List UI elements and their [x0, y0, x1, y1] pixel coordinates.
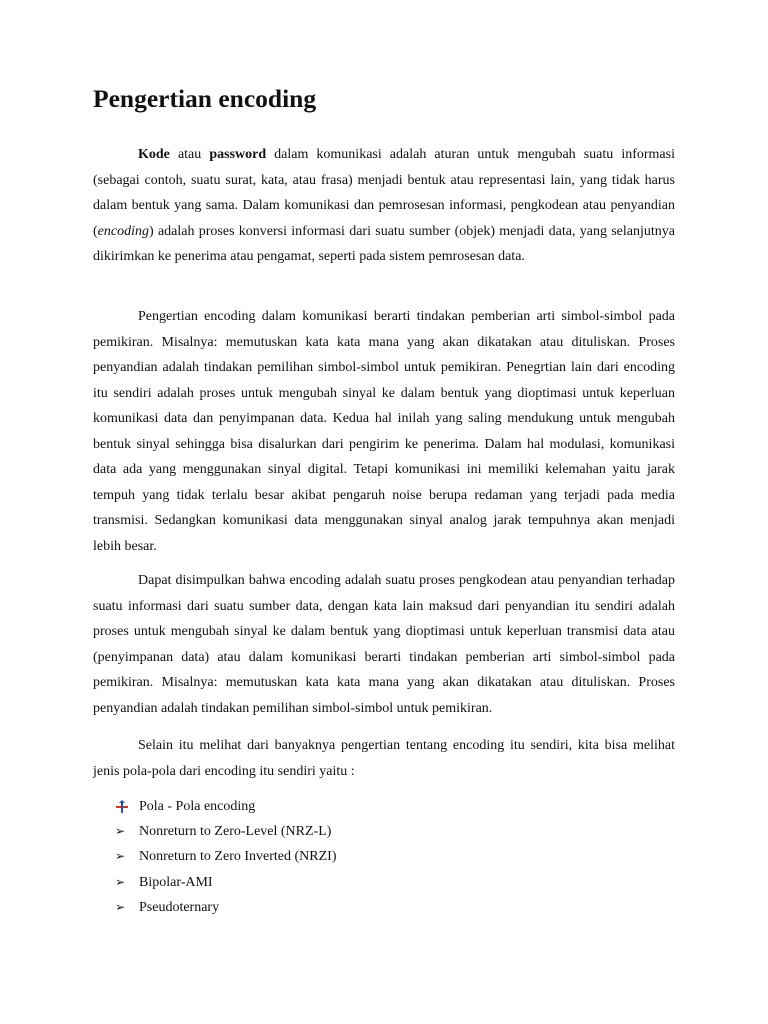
paragraph-1 [93, 142, 675, 270]
paragraph-2: Pengertian encoding dalam komunikasi berarti tindakan pemberian arti simbol-simbol pada pemikiran. Misalnya: memutuskan kata kata mana yang akan dikatakan atau dituliskan. Proses penyandian adalah tindakan pemilihan simbol-simbol untuk pemikiran. Penegrtian lain dari encoding itu sendiri adalah proses untuk mengubah sinyal ke dalam bentuk yang dioptimasi untuk keperluan komunikasi data dan penyimpanan data. Kedua hal inilah yang saling mendukung untuk mengubah bentuk sinyal sehingga bisa disalurkan dari pengirim ke penerima. Dalam hal modulasi, komunikasi data ada yang menggunakan sinyal digital. Tetapi komunikasi ini memiliki kelemahan yaitu jarak tempuh yang tidak terlalu besar akibat pengaruh noise berupa redaman yang terjadi pada media transmisi. Sedangkan komunikasi data menggunakan sinyal analog jarak tempuhnya akan menjadi lebih besar. [93, 309, 675, 554]
arrow-bullet-icon: ➢ [115, 824, 126, 839]
list-heading [115, 794, 336, 819]
list-item [115, 844, 336, 869]
list-item [115, 895, 336, 920]
arrow-bullet-icon: ➢ [115, 849, 126, 864]
encoding-pattern-list [115, 794, 336, 920]
paragraph-4: Selain itu melihat dari banyaknya pengertian tentang encoding itu sendiri, kita bisa melihat jenis pola-pola dari encoding itu sendiri yaitu : [93, 738, 675, 779]
paragraph-1-text-a: dalam komunikasi adalah aturan untuk mengubah suatu informasi (sebagai contoh, suatu surat, kata, atau frasa) menjadi bentuk atau representasi lain, yang tidak harus dalam bentuk yang sama. Dalam komunikasi dan pemrosesan informasi, pengkodean atau penyandian ( [93, 147, 675, 239]
arrow-bullet-icon: ➢ [115, 874, 126, 889]
list-item-label: Nonreturn to Zero-Level (NRZ-L) [139, 824, 332, 840]
paragraph-3: Dapat disimpulkan bahwa encoding adalah suatu proses pengkodean atau penyandian terhadap suatu informasi dari suatu sumber data, dengan kata lain maksud dari penyandian itu sendiri adalah proses untuk mengubah sinyal ke dalam bentuk yang dioptimasi untuk keperluan transmisi data atau (penyimpanan data) atau dalam komunikasi berarti tindakan pemberian arti simbol-simbol pada pemikiran. Misalnya: memutuskan kata kata mana yang akan dikatakan atau dituliskan. Proses penyandian adalah tindakan pemilihan simbol-simbol untuk pemikiran. [93, 573, 675, 716]
text-atau: atau [169, 147, 210, 162]
term-password: password [209, 147, 267, 162]
list-item [115, 870, 336, 895]
list-item-label: Pseudoternary [139, 899, 220, 915]
arrow-bullet-icon: ➢ [115, 899, 126, 914]
term-encoding: encoding [97, 223, 149, 239]
list-item-label: Nonreturn to Zero Inverted (NRZI) [139, 849, 337, 865]
four-way-arrow-icon [115, 800, 129, 814]
list-heading-label: Pola - Pola encoding [139, 799, 256, 814]
term-kode: Kode [138, 147, 170, 162]
page-title: Pengertian encoding [93, 84, 317, 113]
list-item [115, 819, 336, 844]
list-item-label: Bipolar-AMI [139, 874, 213, 890]
paragraph-1-text-b: ) adalah proses konversi informasi dari suatu sumber (objek) menjadi data, yang selanjutnya dikirimkan ke penerima atau pengamat, seperti pada sistem pemrosesan data. [93, 223, 675, 264]
